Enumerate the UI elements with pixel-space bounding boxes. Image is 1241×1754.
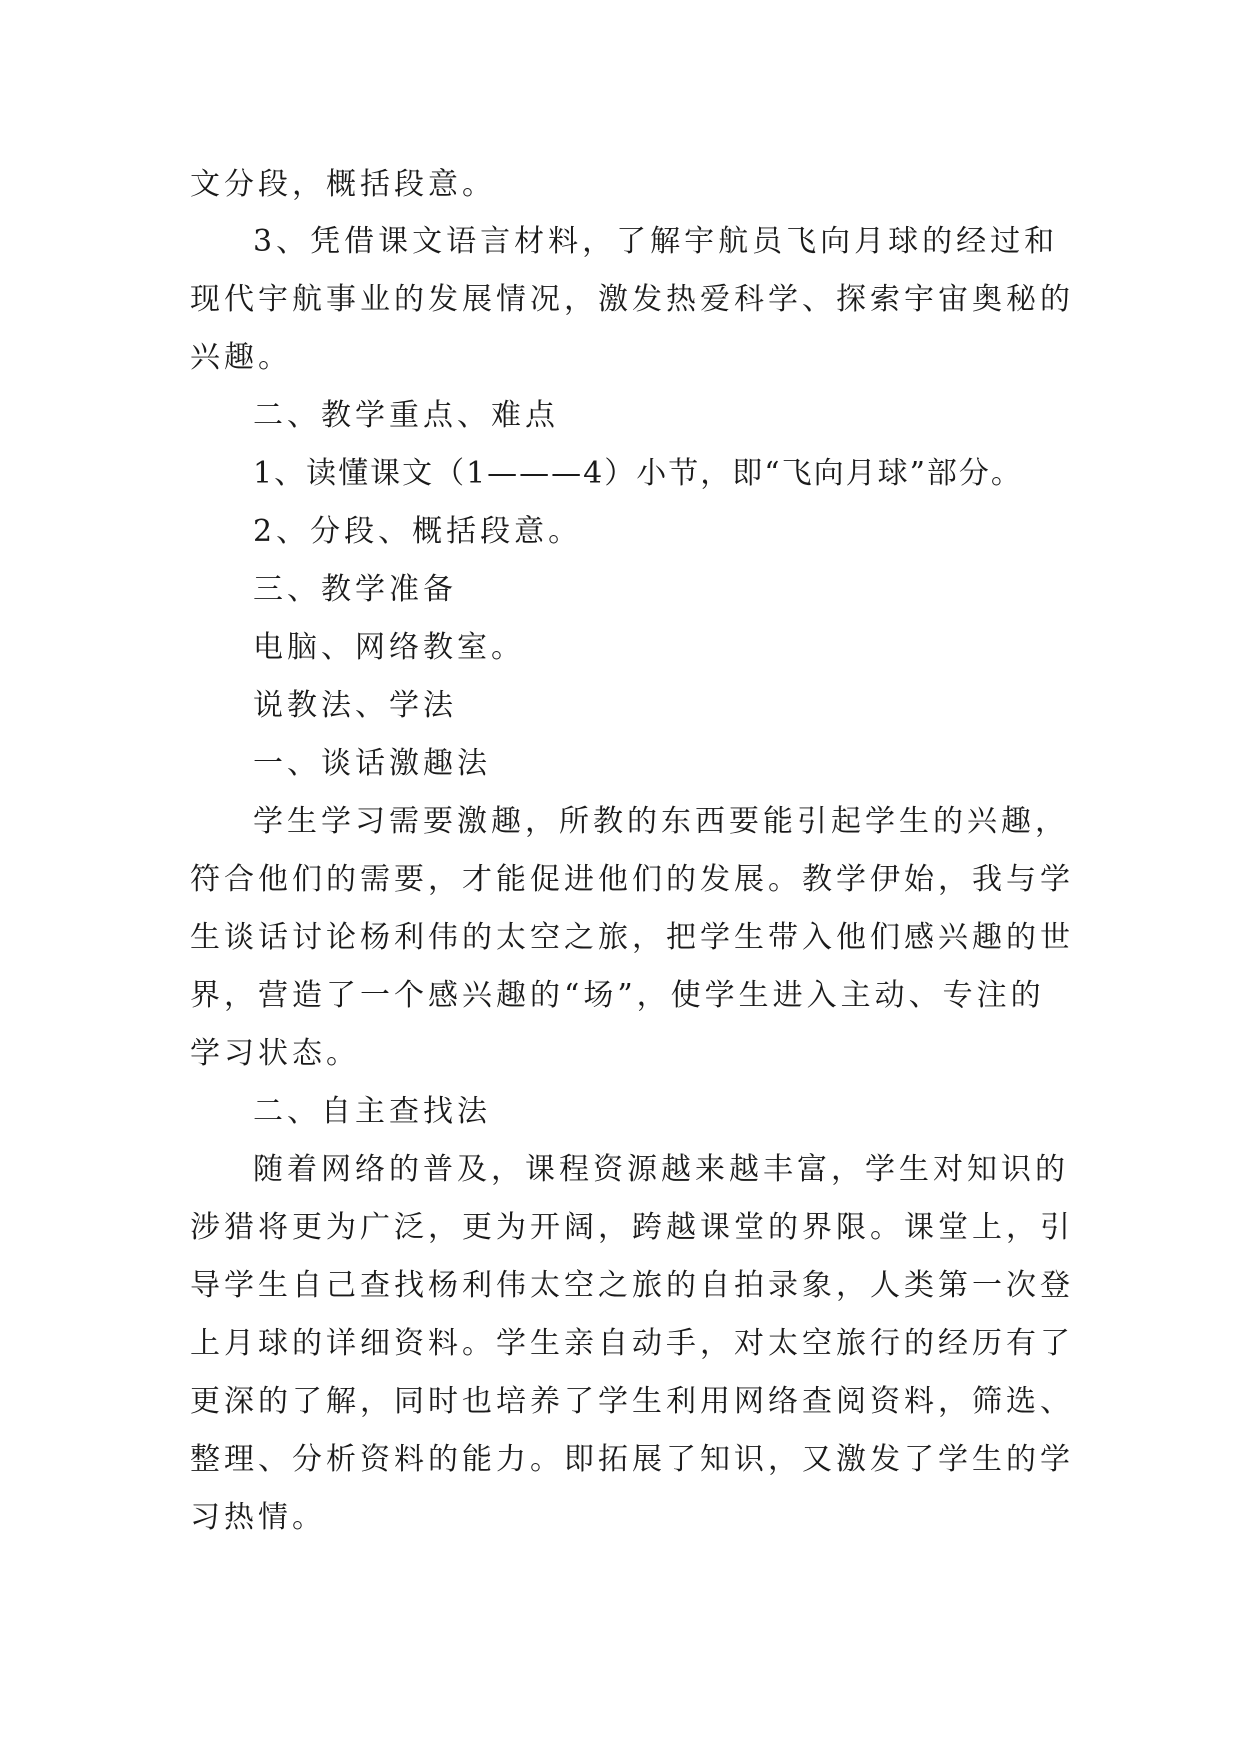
text-line: 导学生自己查找杨利伟太空之旅的自拍录象，人类第一次登 [190, 1268, 1074, 1303]
text-line: 学习状态。 [190, 1036, 360, 1071]
list-item: 1、读懂课文（1———4）小节，即“飞向月球”部分。 [253, 456, 1023, 491]
text-line: 习热情。 [190, 1500, 326, 1535]
list-item: 2、分段、概括段意。 [253, 514, 583, 549]
text-line: 界，营造了一个感兴趣的“场”，使学生进入主动、专注的 [190, 978, 1045, 1013]
text-line: 整理、分析资料的能力。即拓展了知识，又激发了学生的学 [190, 1442, 1074, 1477]
section-heading: 二、自主查找法 [253, 1094, 491, 1129]
text-line: 更深的了解，同时也培养了学生利用网络查阅资料，筛选、 [190, 1384, 1074, 1419]
text-line: 电脑、网络教室。 [253, 630, 525, 665]
text-line: 生谈话讨论杨利伟的太空之旅，把学生带入他们感兴趣的世 [190, 920, 1074, 955]
text-line: 文分段，概括段意。 [190, 167, 496, 202]
text-line: 兴趣。 [190, 340, 292, 375]
section-heading: 说教法、学法 [253, 688, 457, 723]
text-line: 随着网络的普及，课程资源越来越丰富，学生对知识的 [253, 1152, 1069, 1187]
text-line: 现代宇航事业的发展情况，激发热爱科学、探索宇宙奥秘的 [190, 282, 1074, 317]
section-heading: 三、教学准备 [253, 572, 457, 607]
section-heading: 一、谈话激趣法 [253, 746, 491, 781]
text-line: 涉猎将更为广泛，更为开阔，跨越课堂的界限。课堂上，引 [190, 1210, 1074, 1245]
text-line: 符合他们的需要，才能促进他们的发展。教学伊始，我与学 [190, 862, 1074, 897]
text-line: 上月球的详细资料。学生亲自动手，对太空旅行的经历有了 [190, 1326, 1074, 1361]
text-line: 学生学习需要激趣，所教的东西要能引起学生的兴趣， [253, 804, 1069, 839]
list-item: 3、凭借课文语言材料，了解宇航员飞向月球的经过和 [253, 224, 1059, 259]
section-heading: 二、教学重点、难点 [253, 398, 559, 433]
